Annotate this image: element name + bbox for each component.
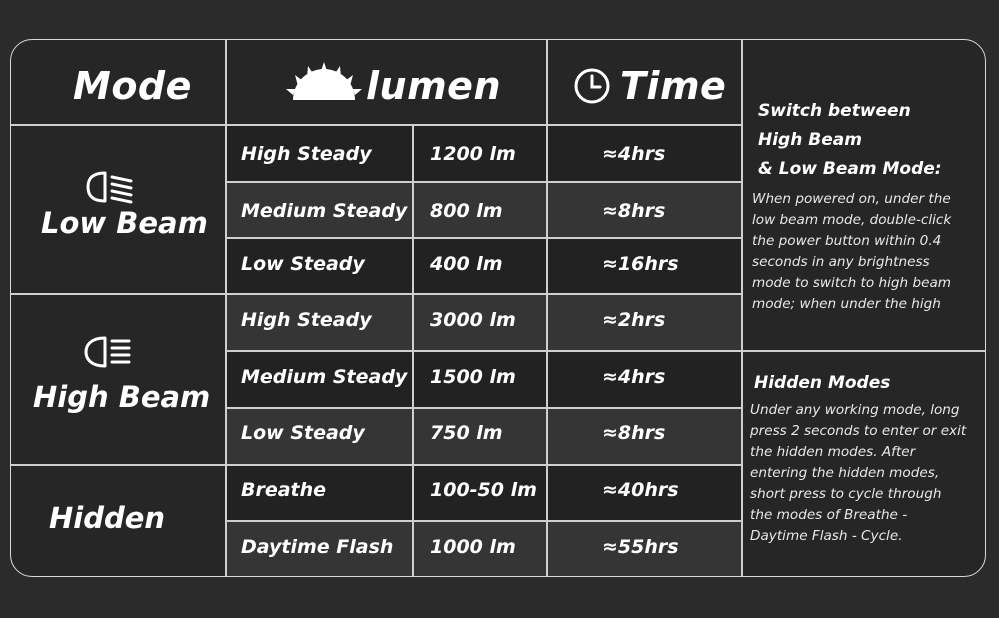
high-beam-headlight-icon xyxy=(83,335,133,369)
lumen-value: 400 lm xyxy=(430,253,503,275)
runtime-value: ≈55hrs xyxy=(602,536,679,558)
runtime-value: ≈4hrs xyxy=(602,143,666,165)
low-beam-headlight-icon xyxy=(85,170,135,204)
mode-name: Daytime Flash xyxy=(241,536,394,558)
lumen-value: 1000 lm xyxy=(430,536,516,558)
note-line: the hidden modes. After xyxy=(750,444,916,460)
header-mode: Mode xyxy=(73,64,192,108)
lumen-value: 100-50 lm xyxy=(430,479,537,501)
lumen-value: 800 lm xyxy=(430,200,503,222)
switch-note-title-line: High Beam xyxy=(758,130,862,150)
note-line: short press to cycle through xyxy=(750,486,942,502)
runtime-value: ≈4hrs xyxy=(602,366,666,388)
group-label-hidden: Hidden xyxy=(49,501,166,535)
switch-note-title xyxy=(758,97,942,184)
runtime-value: ≈8hrs xyxy=(602,200,666,222)
note-line: mode; when under the high xyxy=(752,296,941,312)
note-line: When powered on, under the xyxy=(752,191,951,207)
note-line: the power button within 0.4 xyxy=(752,233,942,249)
mode-name: High Steady xyxy=(241,143,372,165)
note-line: the modes of Breathe - xyxy=(750,507,908,523)
lumen-value: 1500 lm xyxy=(430,366,516,388)
header-lumen: lumen xyxy=(366,64,501,108)
lumen-value: 3000 lm xyxy=(430,309,516,331)
switch-note-title-line: Switch between xyxy=(758,101,911,121)
header-time: Time xyxy=(620,64,727,108)
switch-note-title-line: & Low Beam Mode: xyxy=(758,159,942,179)
note-line: mode to switch to high beam xyxy=(752,275,952,291)
sun-icon xyxy=(283,62,365,104)
mode-name: Medium Steady xyxy=(241,366,408,388)
lumen-value: 1200 lm xyxy=(430,143,516,165)
note-line: seconds in any brightness xyxy=(752,254,930,270)
note-line: entering the hidden modes, xyxy=(750,465,940,481)
note-line: Daytime Flash - Cycle. xyxy=(750,528,903,544)
runtime-value: ≈16hrs xyxy=(602,253,679,275)
mode-name: Low Steady xyxy=(241,253,365,275)
spec-table-frame xyxy=(10,39,986,577)
note-line: Under any working mode, long xyxy=(750,402,960,418)
group-label-low-beam: Low Beam xyxy=(41,206,208,240)
hidden-note-title: Hidden Modes xyxy=(754,373,891,393)
runtime-value: ≈8hrs xyxy=(602,422,666,444)
clock-icon xyxy=(573,67,611,105)
mode-name: Breathe xyxy=(241,479,327,501)
note-line: press 2 seconds to enter or exit xyxy=(750,423,967,439)
hidden-note-body xyxy=(750,400,966,547)
switch-note-body xyxy=(752,189,951,315)
note-line: low beam mode, double-click xyxy=(752,212,952,228)
runtime-value: ≈2hrs xyxy=(602,309,666,331)
lumen-value: 750 lm xyxy=(430,422,503,444)
mode-name: Low Steady xyxy=(241,422,365,444)
mode-name: High Steady xyxy=(241,309,372,331)
runtime-value: ≈40hrs xyxy=(602,479,679,501)
group-label-high-beam: High Beam xyxy=(33,380,211,414)
mode-name: Medium Steady xyxy=(241,200,408,222)
